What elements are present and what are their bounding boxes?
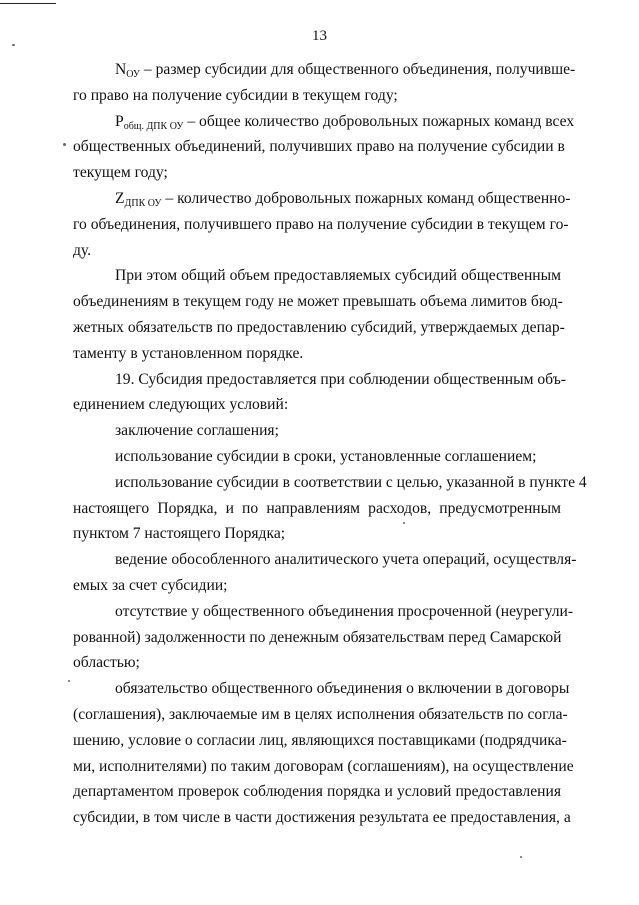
line-text: объединениям в текущем году не может превышать объема лимитов бюд- [73,293,563,311]
text-line [73,212,569,238]
text-line [73,676,570,702]
line-text: N [115,61,127,78]
text-line [73,470,587,496]
line-text: отсутствие у общественного объединения просроченной (неурегули- [115,602,574,620]
scan-speck [63,143,66,146]
line-text: общественных объединений, получивших право на получение субсидии в [73,138,565,156]
scan-speck [520,856,522,858]
document-body [73,57,587,831]
line-text: областью; [73,654,140,672]
line-text: – количество добровольных пожарных команд общественно- [161,189,571,207]
text-line [73,728,567,754]
text-line [73,315,565,341]
line-text: заключение соглашения; [115,422,279,440]
line-text: текущем году; [73,164,168,182]
line-text: ми, исполнителями) по таким договорам (соглашениям), на осуществление [73,757,574,775]
line-text: емых за счет субсидии; [73,576,228,594]
text-line [73,238,561,264]
subscript-text: общ. ДПК ОУ [123,120,184,132]
line-text: таменту в установленном порядке. [73,344,304,362]
line-text: использование субсидии в соответствии с целью, указанной в пункте 4 [115,473,587,491]
text-line [73,134,565,160]
subscript-text: ОУ [126,69,141,80]
line-text: При этом общий объем предоставляемых субсидий общественным [115,267,561,285]
text-line [73,57,576,83]
line-text: использование субсидии в сроки, установленные соглашением; [115,447,537,465]
text-line [73,599,574,625]
text-line [73,625,561,651]
text-line [73,547,577,573]
line-text: (соглашения), заключаемые им в целях исполнения обязательств по согла- [73,705,568,723]
text-line [73,702,568,728]
text-line [73,418,561,444]
text-line [73,367,566,393]
text-line [73,754,574,780]
line-text: Р [115,112,124,130]
line-text: пунктом 7 настоящего Порядка; [73,525,286,543]
text-line [73,521,561,547]
text-line [73,392,561,418]
line-text: – общее количество добровольных пожарных команд всех [183,112,575,130]
line-text: го право на получение субсидии в текущем году; [73,86,398,104]
line-text: Z [115,189,125,207]
text-line [73,83,561,109]
text-line [73,289,561,315]
page-number: 13 [312,28,327,44]
line-text: жетных обязательств по предоставлению субсидий, утверждаемых депар- [73,318,565,336]
text-line [73,109,575,135]
subscript-text: ДПК ОУ [124,197,162,209]
scan-speck [403,522,405,524]
text-line [73,779,561,805]
text-line [73,341,561,367]
line-text: департаментом проверок соблюдения порядка и условий предоставления [73,783,561,801]
line-text: го объединения, получившего право на получение субсидии в текущем го- [73,215,569,233]
line-text: ведение обособленного аналитического учета операций, осуществля- [115,551,577,569]
line-text: обязательство общественного объединения о включении в договоры [115,680,570,698]
line-text: 19. Субсидия предоставляется при соблюдении общественным объ- [115,370,566,388]
text-line [73,805,571,831]
line-text: субсидии, в том числе в части достижения результата ее предоставления, а [73,809,571,827]
line-text: шению, условие о согласии лиц, являющихся поставщиками (подрядчика- [73,731,567,749]
text-line [73,496,561,522]
text-line [73,160,561,186]
line-text: – размер субсидии для общественного объединения, получивше- [140,61,576,78]
line-text: ду. [73,241,92,259]
line-text: рованной) задолженности по денежным обязательствам перед Самарской [73,628,562,646]
scan-edge-line [0,3,56,4]
text-line [73,263,561,289]
line-text: настоящего Порядка, и по направлениям расходов, предусмотренным [73,499,561,517]
scan-speck [68,680,70,682]
text-line [73,186,571,212]
text-line [73,444,561,470]
text-line [73,573,561,599]
text-line [73,650,561,676]
line-text: единением следующих условий: [73,396,289,414]
scan-speck [12,44,15,46]
